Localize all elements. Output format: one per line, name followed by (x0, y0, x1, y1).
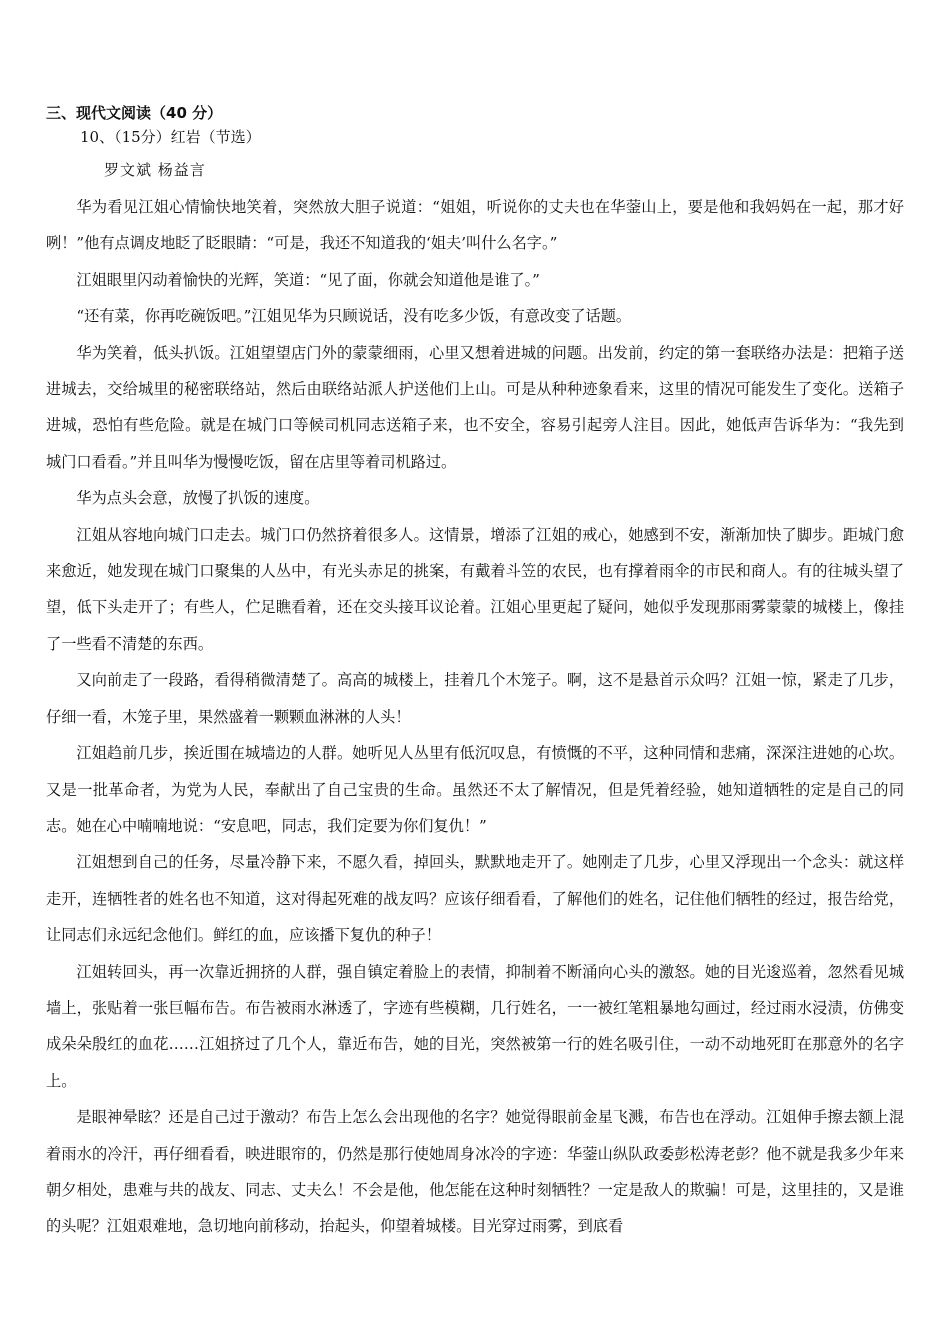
paragraph: 江姐眼里闪动着愉快的光辉，笑道：“见了面，你就会知道他是谁了。” (76, 270, 540, 289)
paragraph: 华为看见江姐心情愉快地笑着，突然放大胆子说道：“姐姐，听说你的丈夫也在华蓥山上，要是他和我妈妈在一起，那才好咧！”他有点调皮地眨了眨眼睛：“可是，我还不知道我的‘姐夫’叫什么名字。” (46, 198, 904, 253)
paragraph: 江姐从容地向城门口走去。城门口仍然挤着很多人。这情景，增添了江姐的戒心，她感到不安，渐渐加快了脚步。距城门愈来愈近，她发现在城门口聚集的人丛中，有光头赤足的挑案，有戴着斗笠的农民，也有撑着雨伞的市民和商人。有的往城头望了望，低下头走开了；有些人，伫足瞧看着，还在交头接耳议论着。江姐心里更起了疑问，她似乎发现那雨雾蒙蒙的城楼上，像挂了一些看不清楚的东西。 (46, 525, 904, 653)
paragraph: 江姐想到自己的任务，尽量冷静下来，不愿久看，掉回头，默默地走开了。她刚走了几步，心里又浮现出一个念头：就这样走开，连牺牲者的姓名也不知道，这对得起死难的战友吗？应该仔细看看，了解他们的姓名，记住他们牺牲的经过，报告给党，让同志们永远纪念他们。鲜红的血，应该播下复仇的种子！ (46, 853, 904, 945)
paragraph: 又向前走了一段路，看得稍微清楚了。高高的城楼上，挂着几个木笼子。啊，这不是悬首示众吗？江姐一惊，紧走了几步，仔细一看，木笼子里，果然盛着一颗颗血淋淋的人头！ (46, 671, 904, 726)
section-heading: 三、现代文阅读（40 分） (46, 104, 223, 122)
paragraph: 是眼神晕眩？还是自己过于激动？布告上怎么会出现他的名字？她觉得眼前金星飞溅，布告也在浮动。江姐伸手擦去额上混着雨水的冷汗，再仔细看看，映进眼帘的，仍然是那行使她周身冰冷的字迹：华蓥山纵队政委彭松涛老彭？他不就是我多少年来朝夕相处，患难与共的战友、同志、丈夫么！不会是他，他怎能在这种时刻牺牲？一定是敌人的欺骗！可是，这里挂的，又是谁的头呢？江姐艰难地，急切地向前移动，抬起头，仰望着城楼。目光穿过雨雾，到底看 (46, 1108, 904, 1236)
paragraph: 江姐转回头，再一次靠近拥挤的人群，强自镇定着脸上的表情，抑制着不断涌向心头的激怒。她的目光逡巡着，忽然看见城墙上，张贴着一张巨幅布告。布告被雨水淋透了，字迹有些模糊，几行姓名，一一被红笔粗暴地勾画过，经过雨水浸渍，仿佛变成朵朵殷红的血花……江姐挤过了几个人，靠近布告，她的目光，突然被第一行的姓名吸引住，一动不动地死盯在那意外的名字上。 (46, 962, 904, 1090)
paragraph: 华为点头会意，放慢了扒饭的速度。 (76, 489, 320, 508)
paragraph: 华为笑着，低头扒饭。江姐望望店门外的蒙蒙细雨，心里又想着进城的问题。出发前，约定的第一套联络办法是：把箱子送进城去，交给城里的秘密联络站，然后由联络站派人护送他们上山。可是从种种迹象看来，这里的情况可能发生了变化。送箱子进城，恐怕有些危险。就是在城门口等候司机同志送箱子来，也不安全，容易引起旁人注目。因此，她低声告诉华为：“我先到城门口看看。”并且叫华为慢慢吃饭，留在店里等着司机路过。 (46, 343, 904, 471)
paragraph: “还有菜，你再吃碗饭吧。”江姐见华为只顾说话，没有吃多少饭，有意改变了话题。 (76, 307, 632, 326)
question-title: 10、（15分）红岩（节选） (80, 128, 261, 146)
authors-line: 罗文斌 杨益言 (104, 161, 206, 179)
passage-body (46, 189, 904, 1245)
paragraph: 江姐趋前几步，挨近围在城墙边的人群。她听见人丛里有低沉叹息，有愤慨的不平，这种同情和悲痛，深深注进她的心坎。又是一批革命者，为党为人民，奉献出了自己宝贵的生命。虽然还不太了解情况，但是凭着经验，她知道牺牲的定是自己的同志。她在心中喃喃地说：“安息吧，同志，我们定要为你们复仇！” (46, 744, 904, 835)
